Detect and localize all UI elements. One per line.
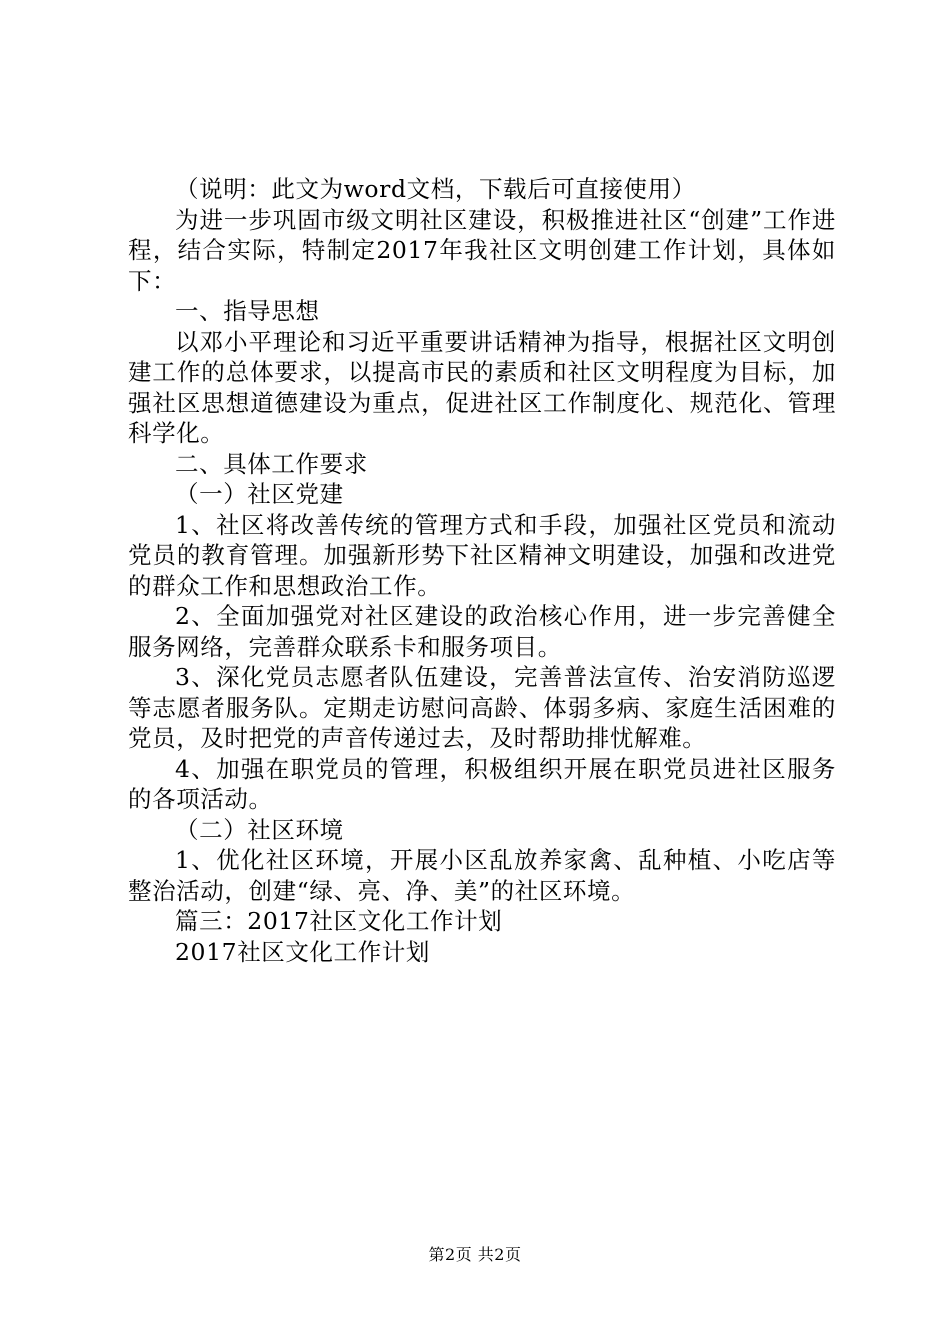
document-body bbox=[128, 174, 836, 967]
chapter-three-heading: 篇三：2017社区文化工作计划 bbox=[175, 907, 503, 935]
subsection-heading-environment: （二）社区环境 bbox=[175, 815, 344, 844]
party-building-item-2: 2、全面加强党对社区建设的政治核心作用，进一步完善健全服务网络，完善群众联系卡和服务项目。 bbox=[128, 602, 836, 661]
subsection-heading-party-building: （一）社区党建 bbox=[175, 480, 344, 508]
section-heading-work-requirements: 二、具体工作要求 bbox=[175, 449, 368, 478]
party-building-item-3: 3、深化党员志愿者队伍建设，完善普法宣传、治安消防巡逻等志愿者服务队。定期走访慰问高龄、体弱多病、家庭生活困难的党员，及时把党的声音传递过去，及时帮助排忧解难。 bbox=[128, 663, 836, 752]
note-line: （说明：此文为word文档，下载后可直接使用） bbox=[175, 175, 696, 203]
intro-paragraph: 为进一步巩固市级文明社区建设，积极推进社区“创建”工作进程，结合实际，特制定2017年我社区文明创建工作计划，具体如下： bbox=[128, 205, 836, 295]
environment-item-1: 1、优化社区环境，开展小区乱放养家禽、乱种植、小吃店等整治活动，创建“绿、亮、净、美”的社区环境。 bbox=[128, 846, 836, 905]
party-building-item-1: 1、社区将改善传统的管理方式和手段，加强社区党员和流动党员的教育管理。加强新形势下社区精神文明建设，加强和改进党的群众工作和思想政治工作。 bbox=[128, 510, 836, 600]
guiding-thought-paragraph: 以邓小平理论和习近平重要讲话精神为指导，根据社区文明创建工作的总体要求，以提高市民的素质和社区文明程度为目标，加强社区思想道德建设为重点，促进社区工作制度化、规范化、管理科学化。 bbox=[128, 327, 836, 447]
chapter-three-title: 2017社区文化工作计划 bbox=[175, 937, 431, 966]
party-building-item-4: 4、加强在职党员的管理，积极组织开展在职党员进社区服务的各项活动。 bbox=[128, 754, 836, 813]
section-heading-guiding-thought: 一、指导思想 bbox=[175, 297, 320, 325]
page-number-footer: 第2页 共2页 bbox=[428, 1245, 522, 1264]
